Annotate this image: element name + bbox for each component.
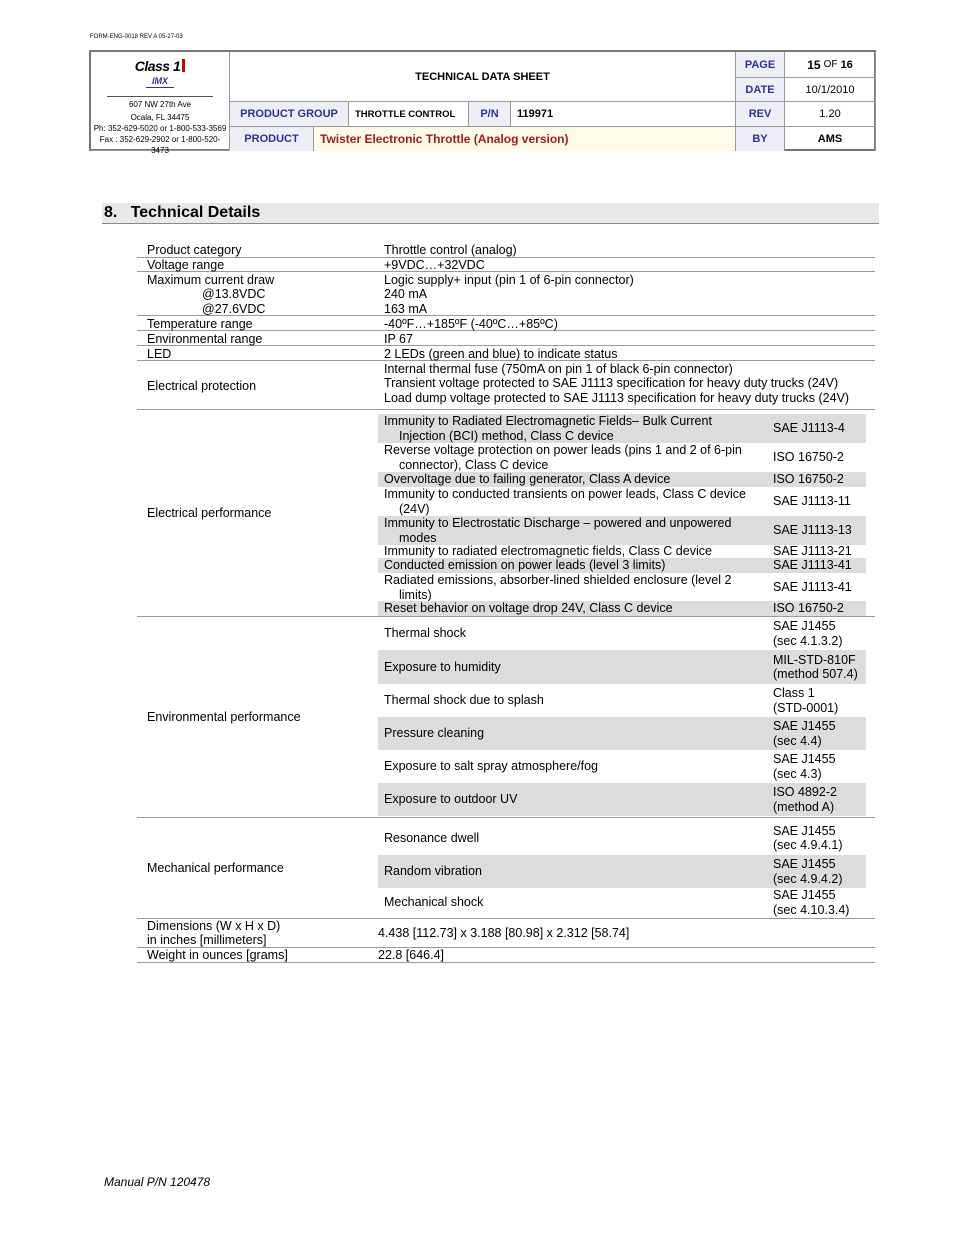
rev-value: 1.20 [785,102,876,127]
led-value: 2 LEDs (green and blue) to indicate status [384,347,618,361]
imx-logo: IMX [146,76,174,88]
page-label: PAGE [736,52,785,78]
test-name: Immunity to Electrostatic Discharge – powered and unpowered [384,516,732,530]
environmental-range-value: IP 67 [384,332,413,346]
by-label: BY [736,127,785,151]
by-value: AMS [785,127,876,151]
product-category-value: Throttle control (analog) [384,243,517,257]
test-standard: (sec 4.9.4.2) [773,871,843,886]
max-current-sub1-label: @13.8VDC [202,287,266,301]
test-standard: Class 1 [773,686,815,700]
product-category-label: Product category [147,243,242,257]
test-standard: SAE J1113-21 [773,544,852,559]
test-name: Radiated emissions, absorber-lined shielded enclosure (level 2 [384,573,732,587]
test-standard: SAE J1455 [773,752,836,766]
test-name: Exposure to outdoor UV [384,792,518,807]
max-current-value-2: 240 mA [384,287,428,301]
dimensions-value: 4.438 [112.73] x 3.188 [80.98] x 2.312 [58.74] [378,926,630,940]
electrical-protection-line: Transient voltage protected to SAE J1113 specification for heavy duty trucks (24V) [384,376,839,390]
test-name: connector), Class C device [399,457,549,472]
temperature-range-value: -40ºF…+185ºF (-40ºC…+85ºC) [384,317,558,331]
voltage-range-label: Voltage range [147,258,225,272]
phone-number: Ph: 352-629-5020 or 1-800-533-3569 [93,124,227,133]
test-name: modes [399,530,437,545]
product-value: Twister Electronic Throttle (Analog version) [314,127,736,151]
test-name: Exposure to humidity [384,659,501,674]
rev-label: REV [736,102,785,127]
address-line-2: Ocala, FL 34475 [130,113,190,122]
test-name: Thermal shock [384,626,466,641]
test-name: Overvoltage due to failing generator, Class A device [384,472,671,487]
test-standard: SAE J1113-4 [773,421,845,436]
max-current-value-3: 163 mA [384,302,428,316]
test-name: Mechanical shock [384,895,484,910]
dimensions-label-1: Dimensions (W x H x D) [147,919,281,933]
section-heading: 8. Technical Details [102,203,879,224]
test-standard: (sec 4.4) [773,733,822,748]
test-name: Exposure to salt spray atmosphere/fog [384,759,599,774]
pn-value: 119971 [511,102,736,127]
footer-manual-pn: Manual P/N 120478 [104,1175,211,1189]
test-name: Random vibration [384,864,482,879]
max-current-value-1: Logic supply+ input (pin 1 of 6-pin connector) [384,273,634,287]
class1-logo: Class 1 [135,58,186,74]
weight-label: Weight in ounces [grams] [147,948,288,962]
led-label: LED [147,347,172,361]
header-block [89,50,876,155]
test-standard: SAE J1113-41 [773,580,852,595]
date-value: 10/1/2010 [785,78,876,102]
test-standard: SAE J1455 [773,888,836,902]
test-standard: SAE J1455 [773,719,836,733]
test-standard: (method A) [773,799,835,814]
environmental-range-label: Environmental range [147,332,263,346]
test-standard: MIL-STD-810F [773,652,856,667]
address-line-1: 607 NW 27th Ave [128,100,192,109]
test-standard: ISO 16750-2 [773,450,844,465]
test-standard: ISO 16750-2 [773,472,844,487]
electrical-protection-line: Load dump voltage protected to SAE J1113 specification for heavy duty trucks (24V) [384,391,850,405]
test-name: Injection (BCI) method, Class C device [399,428,614,443]
mechanical-performance-label: Mechanical performance [147,861,284,875]
temperature-range-label: Temperature range [147,317,253,331]
test-name: Pressure cleaning [384,726,485,741]
test-standard: SAE J1455 [773,823,836,838]
max-current-label: Maximum current draw [147,273,275,287]
dimensions-label-2: in inches [millimeters] [147,933,267,947]
electrical-protection-label: Electrical protection [147,379,257,393]
test-name: Immunity to conducted transients on power leads, Class C device [384,487,746,501]
test-standard: (method 507.4) [773,667,858,681]
test-name: (24V) [399,501,430,516]
electrical-performance-label: Electrical performance [147,506,272,520]
product-group-value: THROTTLE CONTROL [349,102,469,127]
form-id: FORM-ENG-0018 REV A 05-27-03 [90,34,183,40]
page-title: TECHNICAL DATA SHEET [230,52,736,102]
test-standard: (sec 4.9.4.1) [773,838,843,852]
test-name: Reset behavior on voltage drop 24V, Class C device [384,601,673,616]
test-standard: SAE J1113-41 [773,558,852,573]
test-standard: ISO 16750-2 [773,601,844,616]
test-name: Conducted emission on power leads (level 3 limits) [384,558,666,573]
fax-number: Fax : 352-629-2902 or 1-800-520-3473 [99,135,221,155]
test-standard: SAE J1455 [773,619,836,633]
test-standard: ISO 4892-2 [773,785,837,799]
test-name: Thermal shock due to splash [384,693,544,708]
environmental-performance-label: Environmental performance [147,710,301,724]
test-name: Immunity to Radiated Electromagnetic Fields– Bulk Current [384,414,712,428]
page-number: 15 OF 16 [785,52,876,78]
pn-label: P/N [469,102,511,127]
product-group-label: PRODUCT GROUP [230,102,349,127]
test-standard: SAE J1455 [773,857,836,871]
test-name: Reverse voltage protection on power leads (pins 1 and 2 of 6-pin [384,443,742,457]
test-standard: (sec 4.1.3.2) [773,633,843,648]
test-name: limits) [399,587,432,602]
test-standard: (STD-0001) [773,700,839,715]
test-standard: (sec 4.10.3.4) [773,902,850,917]
date-label: DATE [736,78,785,102]
test-name: Resonance dwell [384,830,480,845]
company-logo-block [91,52,230,155]
test-standard: (sec 4.3) [773,766,822,781]
max-current-sub2-label: @27.6VDC [202,302,266,316]
product-label: PRODUCT [230,127,314,151]
voltage-range-value: +9VDC…+32VDC [384,258,485,272]
test-standard: SAE J1113-13 [773,523,852,538]
weight-value: 22.8 [646.4] [378,948,445,962]
test-standard: SAE J1113-11 [773,494,851,509]
electrical-protection-line: Internal thermal fuse (750mA on pin 1 of black 6-pin connector) [384,362,733,376]
test-name: Immunity to radiated electromagnetic fields, Class C device [384,544,712,559]
